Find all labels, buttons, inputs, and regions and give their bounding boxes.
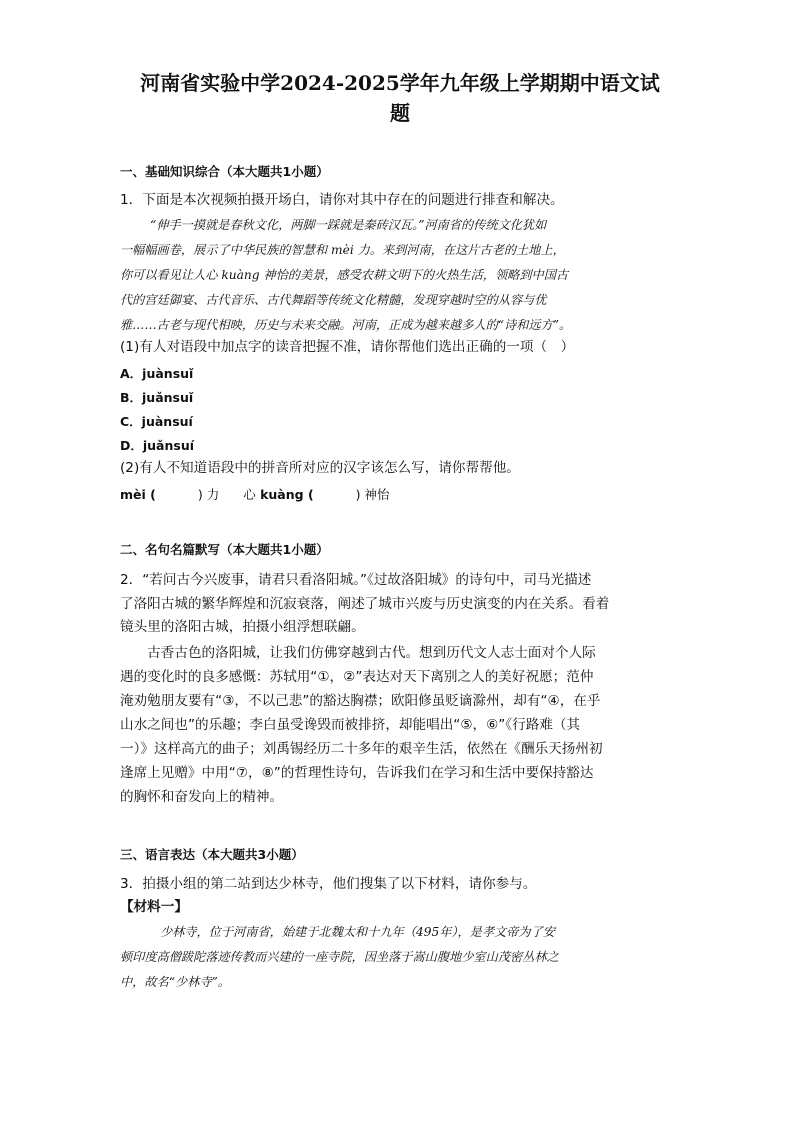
q2-line: 一）》这样高亢的曲子；刘禹锡经历二十多年的艰辛生活，依然在《酬乐天扬州初 [120,741,603,757]
q2-line: 2．“若问古今兴废事，请君只看洛阳城。”《过故洛阳城》的诗句中，司马光描述 [120,572,592,588]
pinyin-2-end: ) 神怡 [355,487,390,502]
q2-line: 了洛阳古城的繁华辉煌和沉寂衰落，阐述了城市兴废与历史演变的内在关系。看着 [120,596,610,612]
q2-line: 镜头里的洛阳古城，拍摄小组浮想联翩。 [120,619,365,635]
material-line: 顿印度高僧跋陀落迹传教而兴建的一座寺院，因坐落于嵩山腹地少室山茂密丛林之 [120,950,559,964]
q2-line: 古香古色的洛阳城，让我们仿佛穿越到古代。想到历代文人志士面对个人际 [120,645,596,661]
q1-stem: 1．下面是本次视频拍摄开场白，请你对其中存在的问题进行排查和解决。 [120,192,564,208]
q1-sub2: (2)有人不知道语段中的拼音所对应的汉字该怎么写，请你帮帮他。 [120,460,520,476]
option-d: D．juǎnsuí [120,438,195,453]
q3-stem: 3．拍摄小组的第二站到达少林寺，他们搜集了以下材料，请你参与。 [120,876,537,892]
q2-line: 淹劝勉朋友要有“③，不以己悲”的豁达胸襟；欧阳修虽贬谪滁州，却有“④，在乎 [120,693,601,709]
q1-sub1: (1)有人对语段中加点字的读音把握不准，请你帮他们选出正确的一项（ ） [120,339,575,355]
document-title-line1: 河南省实验中学2024-2025学年九年级上学期期中语文试 [140,71,660,95]
pinyin-fill-row [120,485,390,503]
pinyin-1: mèi ( [120,487,156,502]
material-line: 中，故名“少林寺”。 [120,975,230,989]
passage-line: 你可以看见让人心 kuàng 神怡的美景，感受农耕文明下的火热生活，领略到中国古 [120,268,569,282]
section2-heading: 二、名句名篇默写（本大题共1小题） [120,542,329,557]
option-c: C．juànsuí [120,414,193,429]
material-label: 【材料一】 [120,899,188,915]
document-title-line2: 题 [390,101,410,125]
passage-line: “伸手一摸就是春秋文化，两脚一踩就是秦砖汉瓦。”河南省的传统文化犹如 [150,218,547,232]
pinyin-2-pre: 心 [243,487,256,502]
section3-heading: 三、语言表达（本大题共3小题） [120,847,304,862]
passage-line: 一幅幅画卷，展示了中华民族的智慧和 mèi 力。来到河南，在这片古老的土地上， [120,243,565,257]
passage-line: 代的宫廷御宴、古代音乐、古代舞蹈等传统文化精髓，发现穿越时空的从容与优 [120,293,547,307]
pinyin-2: kuàng ( [260,487,314,502]
pinyin-1-end: ) 力 [197,487,220,502]
q2-line: 的胸怀和奋发向上的精神。 [120,789,284,805]
passage-line: 雅……古老与现代相映，历史与未来交融。河南，正成为越来越多人的“诗和远方”。 [120,318,572,332]
q2-line: 遇的变化时的良多感慨：苏轼用“①，②”表达对天下离别之人的美好祝愿；范仲 [120,669,594,685]
material-line: 少林寺，位于河南省，始建于北魏太和十九年（495年），是孝文帝为了安 [160,925,555,939]
q2-line: 逢席上见赠》中用“⑦，⑧”的哲理性诗句，告诉我们在学习和生活中要保持豁达 [120,765,594,781]
option-b: B．juǎnsuǐ [120,390,194,405]
q2-line: 山水之间也”的乐趣；李白虽受谗毁而被排挤，却能唱出“⑤，⑥”《行路难（其 [120,717,581,733]
section1-heading: 一、基础知识综合（本大题共1小题） [120,164,329,179]
option-a: A．juànsuǐ [120,366,194,381]
